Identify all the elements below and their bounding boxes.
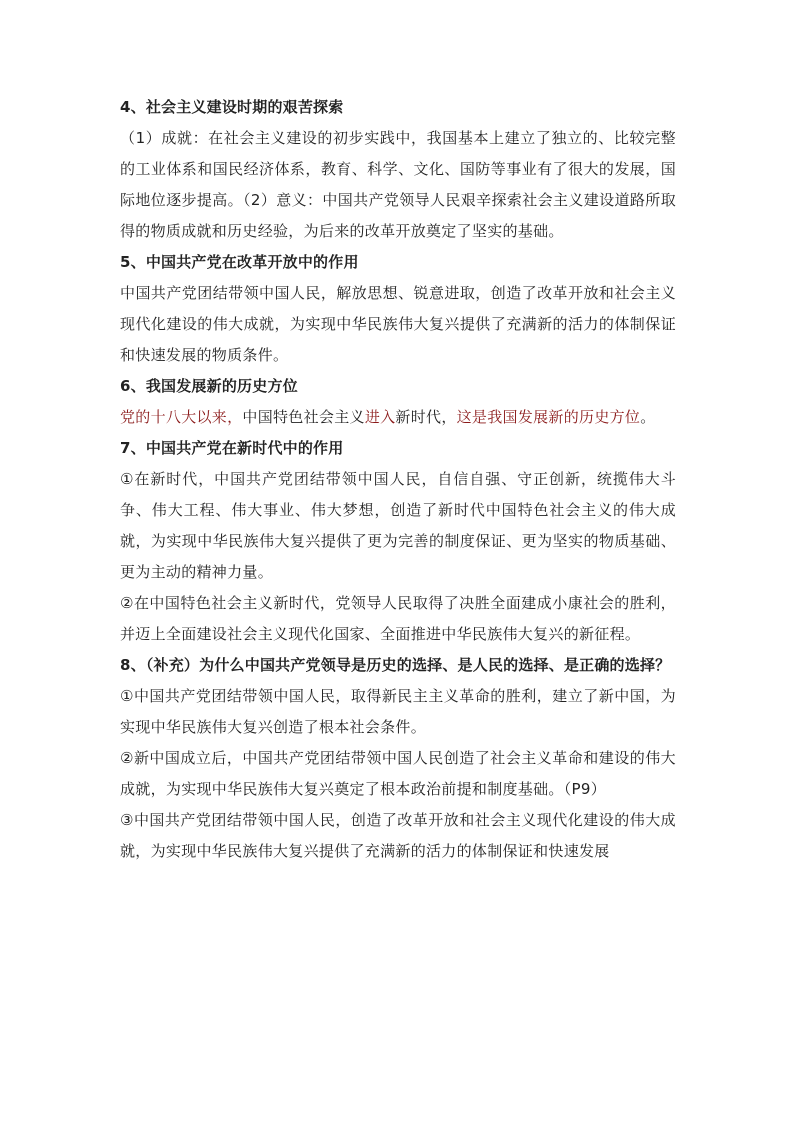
section-heading: 6、我国发展新的历史方位 bbox=[120, 377, 298, 395]
document-page bbox=[120, 92, 676, 867]
body-text: 中国特色社会主义 bbox=[242, 408, 365, 426]
section-paragraph: （1）成就：在社会主义建设的初步实践中，我国基本上建立了独立的、比较完整的工业体系和国民经济体系，教育、科学、文化、国防等事业有了很大的发展，国际地位逐步提高。（2）意义：中国共产党领导人民艰辛探索社会主义建设道路所取得的物质成就和历史经验，为后来的改革开放奠定了坚实的基础。 bbox=[120, 129, 676, 240]
section-paragraph: ②在中国特色社会主义新时代，党领导人民取得了决胜全面建成小康社会的胜利，并迈上全面建设社会主义现代化国家、全面推进中华民族伟大复兴的新征程。 bbox=[120, 594, 676, 643]
section-6 bbox=[120, 371, 676, 433]
section-heading: 8、（补充）为什么中国共产党领导是历史的选择、是人民的选择、是正确的选择？ bbox=[120, 656, 671, 674]
section-4 bbox=[120, 92, 676, 247]
highlight-text: 党的十八大以来， bbox=[120, 408, 243, 426]
body-text: 新时代， bbox=[395, 408, 457, 426]
section-heading: 4、社会主义建设时期的艰苦探索 bbox=[120, 98, 344, 116]
section-paragraph: ③中国共产党团结带领中国人民，创造了改革开放和社会主义现代化建设的伟大成就，为实现中华民族伟大复兴提供了充满新的活力的体制保证和快速发展 bbox=[120, 811, 676, 860]
section-5 bbox=[120, 247, 676, 371]
section-paragraph: ②新中国成立后，中国共产党团结带领中国人民创造了社会主义革命和建设的伟大成就，为实现中华民族伟大复兴奠定了根本政治前提和制度基础。（P9） bbox=[120, 749, 676, 798]
highlight-text: 进入 bbox=[364, 408, 396, 426]
section-heading: 5、中国共产党在改革开放中的作用 bbox=[120, 253, 359, 271]
section-paragraph: ①在新时代，中国共产党团结带领中国人民，自信自强、守正创新，统揽伟大斗争、伟大工程、伟大事业、伟大梦想，创造了新时代中国特色社会主义的伟大成就，为实现中华民族伟大复兴提供了更为完善的制度保证、更为坚实的物质基础、更为主动的精神力量。 bbox=[120, 470, 676, 581]
highlight-text: 这是我国发展新的历史方位 bbox=[456, 408, 641, 426]
section-paragraph: 中国共产党团结带领中国人民，解放思想、锐意进取，创造了改革开放和社会主义现代化建设的伟大成就，为实现中华民族伟大复兴提供了充满新的活力的体制保证和快速发展的物质条件。 bbox=[120, 284, 676, 364]
section-paragraph: ①中国共产党团结带领中国人民，取得新民主主义革命的胜利，建立了新中国，为实现中华民族伟大复兴创造了根本社会条件。 bbox=[120, 687, 676, 736]
section-paragraph-rich bbox=[120, 402, 676, 433]
section-7 bbox=[120, 433, 676, 650]
body-text: 。 bbox=[640, 408, 656, 426]
section-heading: 7、中国共产党在新时代中的作用 bbox=[120, 439, 344, 457]
section-8 bbox=[120, 650, 676, 867]
